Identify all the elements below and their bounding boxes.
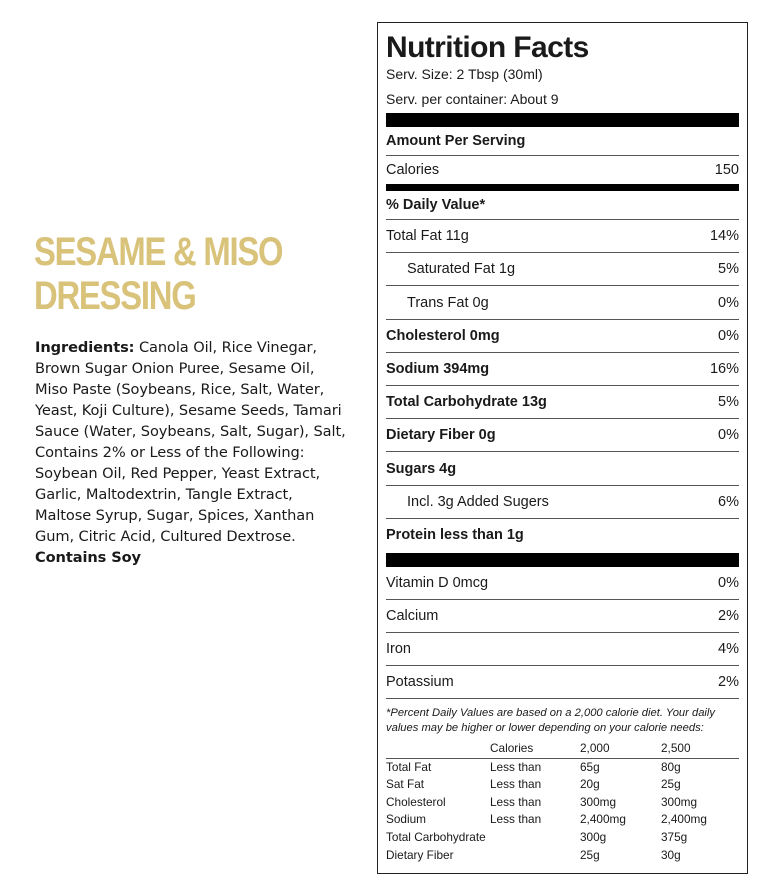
reference-row (386, 758, 739, 776)
nutrient-list (386, 220, 739, 551)
nutrient-row-saturated-fat (386, 253, 739, 286)
nutrient-label: Cholesterol 0mg (386, 328, 500, 344)
nutrient-label: Trans Fat 0g (407, 294, 489, 311)
nutrient-value: 6% (718, 494, 739, 510)
nutrient-label: Total Fat 11g (386, 228, 469, 244)
nutrient-row-added-sugars (386, 486, 739, 519)
vitamin-row-calcium (386, 600, 739, 633)
vitamin-label: Iron (386, 641, 411, 657)
nutrient-value: 0% (718, 328, 739, 344)
nutrient-row-total-carbohydrate (386, 386, 739, 419)
vitamin-row-iron (386, 633, 739, 666)
nutrient-value: 16% (709, 361, 739, 377)
nutrient-row-total-fat (386, 220, 739, 253)
divider-thick (386, 553, 739, 567)
reference-cell: Dietary Fiber (386, 847, 454, 862)
nutrition-facts-title: Nutrition Facts (386, 31, 589, 64)
vitamin-label: Potassium (386, 674, 454, 690)
reference-row (386, 811, 739, 829)
reference-cell: 300mg (580, 794, 617, 809)
daily-value-header: % Daily Value* (386, 191, 739, 220)
reference-cell: 375g (661, 829, 688, 844)
reference-row (386, 794, 739, 812)
nutrient-value: 5% (718, 394, 739, 410)
reference-header-cell: 2,000 (580, 740, 661, 758)
nutrient-value: 0% (718, 294, 739, 311)
allergen-statement: Contains Soy (35, 549, 141, 566)
product-title-line2: DRESSING (34, 274, 196, 318)
nutrient-label: Protein less than 1g (386, 527, 524, 543)
nutrient-row-protein (386, 519, 739, 551)
reference-cell: 65g (580, 759, 600, 774)
calories-row (386, 156, 739, 184)
reference-header-cell (386, 740, 490, 758)
reference-cell: Sat Fat (386, 777, 425, 792)
amount-per-serving: Amount Per Serving (386, 127, 739, 156)
divider-thick (386, 113, 739, 127)
reference-cell: 300g (580, 829, 607, 844)
reference-cell: Less than (490, 812, 542, 827)
reference-cell: 30g (661, 847, 681, 862)
reference-cell: 25g (661, 777, 681, 792)
calories-label: Calories (386, 162, 440, 178)
reference-cell: 25g (580, 847, 600, 862)
daily-value-footnote: *Percent Daily Values are based on a 2,000 calorie diet. Your daily values may be higher or lower depending on your calorie needs: (386, 707, 715, 734)
reference-cell: 20g (580, 777, 600, 792)
nutrient-value: 5% (718, 261, 739, 277)
reference-row (386, 847, 739, 865)
ingredients-label: Ingredients: (35, 339, 135, 356)
reference-cell: Total Fat (386, 759, 432, 774)
reference-cell (490, 847, 580, 865)
nutrient-value: 0% (718, 427, 739, 443)
vitamin-value: 2% (718, 608, 739, 624)
reference-cell: Less than (490, 759, 542, 774)
ingredients-block (35, 337, 347, 568)
reference-header-cell: Calories (490, 740, 580, 758)
reference-cell: Sodium (386, 812, 426, 827)
nutrient-row-cholesterol (386, 320, 739, 353)
nutrient-row-trans-fat (386, 286, 739, 320)
vitamin-row-potassium (386, 666, 739, 699)
reference-row (386, 829, 739, 847)
calories-value: 150 (714, 162, 739, 178)
reference-header-row (386, 740, 739, 758)
reference-cell: 300mg (661, 794, 698, 809)
nutrition-facts-panel (377, 22, 748, 874)
reference-row (386, 776, 739, 794)
nutrient-row-dietary-fiber (386, 419, 739, 452)
vitamin-value: 4% (718, 641, 739, 657)
ingredients-text: Canola Oil, Rice Vinegar, Brown Sugar Onion Puree, Sesame Oil, Miso Paste (Soybeans, Rice, Salt, Water, Yeast, Koji Culture), Sesame Seeds, Tamari Sauce (Water, Soybeans, Salt, Sugar), Salt, Contains 2% or Less of the Following: Soybean Oil, Red Pepper, Yeast Extract, Garlic, Maltodextrin, Tangle Extract, Maltose Syrup, Sugar, Spices, Xanthan Gum, Citric Acid, Cultured Dextrose. (35, 339, 346, 545)
reference-cell: 2,400mg (661, 812, 707, 827)
nutrient-label: Sodium 394mg (386, 361, 490, 377)
reference-cell: Less than (490, 794, 542, 809)
nutrient-row-sugars (386, 452, 739, 486)
nutrient-value: 14% (709, 228, 739, 244)
nutrient-label: Total Carbohydrate 13g (386, 394, 547, 410)
product-title (34, 230, 296, 318)
reference-cell: Less than (490, 777, 542, 792)
reference-cell: Total Carbohydrate (386, 829, 486, 844)
vitamin-value: 2% (718, 674, 739, 690)
reference-cell: Cholesterol (386, 794, 446, 809)
divider-medium (386, 184, 739, 191)
serving-size: Serv. Size: 2 Tbsp (30ml) (386, 66, 543, 82)
nutrient-row-sodium (386, 353, 739, 386)
vitamin-list (386, 567, 739, 699)
reference-cell: 80g (661, 759, 681, 774)
product-title-line1: SESAME & MISO (34, 230, 283, 274)
daily-value-reference-table (386, 740, 739, 864)
nutrient-label: Incl. 3g Added Sugers (407, 494, 549, 510)
reference-cell: 2,400mg (580, 812, 626, 827)
nutrient-label: Dietary Fiber 0g (386, 427, 496, 443)
vitamin-label: Calcium (386, 608, 439, 624)
reference-header-cell: 2,500 (661, 740, 739, 758)
nutrient-label: Sugars 4g (386, 460, 457, 477)
vitamin-row-vitamin-d (386, 567, 739, 600)
nutrient-label: Saturated Fat 1g (407, 261, 516, 277)
vitamin-value: 0% (718, 575, 739, 591)
servings-per-container: Serv. per container: About 9 (386, 91, 559, 107)
reference-cell (490, 829, 580, 847)
vitamin-label: Vitamin D 0mcg (386, 575, 489, 591)
